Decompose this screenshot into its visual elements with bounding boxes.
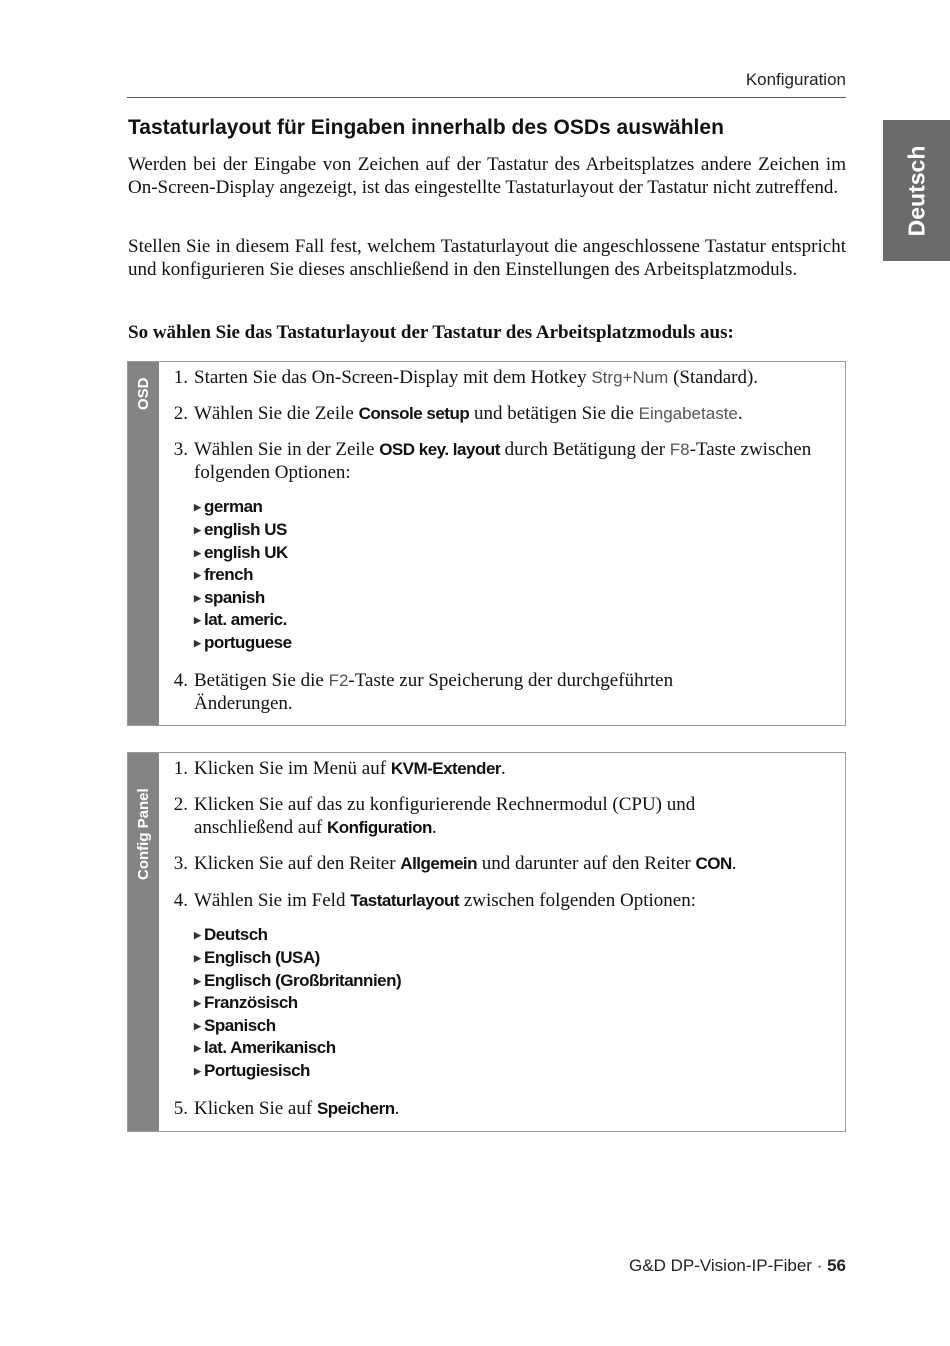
config-option: ▶ Französisch — [194, 993, 298, 1012]
osd-option: ▶ lat. americ. — [194, 610, 287, 629]
key-enter: Eingabetaste — [638, 404, 738, 423]
osd-option: ▶ portuguese — [194, 633, 292, 652]
triangle-bullet-icon: ▶ — [194, 998, 201, 1008]
osd-option: ▶ german — [194, 497, 263, 516]
menu-konfiguration: Konfiguration — [326, 818, 432, 837]
page-footer — [500, 1256, 846, 1276]
triangle-bullet-icon: ▶ — [194, 976, 201, 986]
osd-option: ▶ spanish — [194, 588, 265, 607]
triangle-bullet-icon: ▶ — [194, 570, 201, 580]
button-speichern: Speichern — [316, 1099, 395, 1118]
config-panel-sidebar — [128, 753, 159, 1131]
menu-kvm-extender: KVM-Extender — [390, 759, 502, 778]
triangle-bullet-icon: ▶ — [194, 1066, 201, 1076]
field-tastaturlayout: Tastaturlayout — [350, 891, 460, 910]
config-option: ▶ Englisch (USA) — [194, 948, 320, 967]
osd-sidebar-label: OSD — [134, 377, 152, 410]
key-f8: F8 — [669, 440, 690, 459]
header-rule — [127, 97, 846, 98]
triangle-bullet-icon: ▶ — [194, 525, 201, 535]
config-panel-sidebar-label: Config Panel — [134, 788, 152, 880]
osd-sidebar — [128, 362, 159, 725]
tab-con: CON — [695, 854, 732, 873]
menu-item-console-setup: Console setup — [358, 404, 470, 423]
osd-option: ▶ english UK — [194, 543, 288, 562]
osd-option: ▶ english US — [194, 520, 287, 539]
config-option: ▶ lat. Amerikanisch — [194, 1038, 336, 1057]
product-name: G&D DP-Vision-IP-Fiber · — [629, 1256, 828, 1275]
config-option: ▶ Portugiesisch — [194, 1061, 310, 1080]
triangle-bullet-icon: ▶ — [194, 1043, 201, 1053]
hotkey: Strg+Num — [591, 368, 669, 387]
triangle-bullet-icon: ▶ — [194, 502, 201, 512]
osd-instructions-box: OSD 1. Starten Sie das On-Screen-Display mit dem Hotkey Strg+Num (Standard). 2. Wählen Sie die Zeile Console setup und betätigen Sie die Eingabetaste. 3. Wählen Sie in der Zeile OSD key. layout durch Betätigung der F8-Taste zwischen folgenden Optionen: ▶ german ▶ english US ▶ english UK ▶ french ▶ spanish ▶ lat. americ. ▶ portuguese 4. Betätigen Sie die F2-Taste zur Speicherung der durchgeführten Änderungen. — [127, 361, 846, 726]
config-panel-instructions-box: Config Panel 1. Klicken Sie im Menü auf KVM-Extender. 2. Klicken Sie auf das zu konfigurierende Rechnermodul (CPU) und anschließend auf Konfiguration. 3. Klicken Sie auf den Reiter Allgemein und darunter auf den Reiter CON. 4. Wählen Sie im Feld Tastaturlayout zwischen folgenden Optionen: ▶ Deutsch ▶ Englisch (USA) ▶ Englisch (Großbritannien) ▶ Französisch ▶ Spanisch ▶ lat. Amerikanisch ▶ Portugiesisch 5. Klicken Sie auf Speichern. — [127, 752, 846, 1132]
triangle-bullet-icon: ▶ — [194, 1021, 201, 1031]
triangle-bullet-icon: ▶ — [194, 953, 201, 963]
triangle-bullet-icon: ▶ — [194, 638, 201, 648]
running-header: Konfiguration — [745, 70, 846, 89]
page-number: 56 — [827, 1256, 846, 1275]
triangle-bullet-icon: ▶ — [194, 930, 201, 940]
language-tab — [883, 120, 950, 261]
osd-option: ▶ french — [194, 565, 253, 584]
language-tab-label: Deutsch — [903, 145, 929, 236]
key-f2: F2 — [328, 671, 349, 690]
config-option: ▶ Deutsch — [194, 925, 268, 944]
triangle-bullet-icon: ▶ — [194, 615, 201, 625]
triangle-bullet-icon: ▶ — [194, 548, 201, 558]
config-option: ▶ Spanisch — [194, 1016, 276, 1035]
menu-item-osd-key-layout: OSD key. layout — [379, 440, 500, 459]
section-heading: Tastaturlayout für Eingaben innerhalb des OSDs auswählen — [128, 116, 724, 139]
triangle-bullet-icon: ▶ — [194, 593, 201, 603]
tab-allgemein: Allgemein — [400, 854, 478, 873]
paragraph-1: Werden bei der Eingabe von Zeichen auf der Tastatur des Arbeitsplatzes andere Zeichen im On-Screen-Display angezeigt, ist das eingestellte Tastaturlayout der Tastatur nicht zutreffend. — [128, 154, 846, 198]
paragraph-2: Stellen Sie in diesem Fall fest, welchem Tastaturlayout die angeschlossene Tastatur entspricht und konfigurieren Sie dieses anschließend in den Einstellungen des Arbeitsplatzmoduls. — [128, 236, 846, 280]
instructions-lead: So wählen Sie das Tastaturlayout der Tastatur des Arbeitsplatzmoduls aus: — [128, 322, 734, 343]
config-option: ▶ Englisch (Großbritannien) — [194, 971, 402, 990]
